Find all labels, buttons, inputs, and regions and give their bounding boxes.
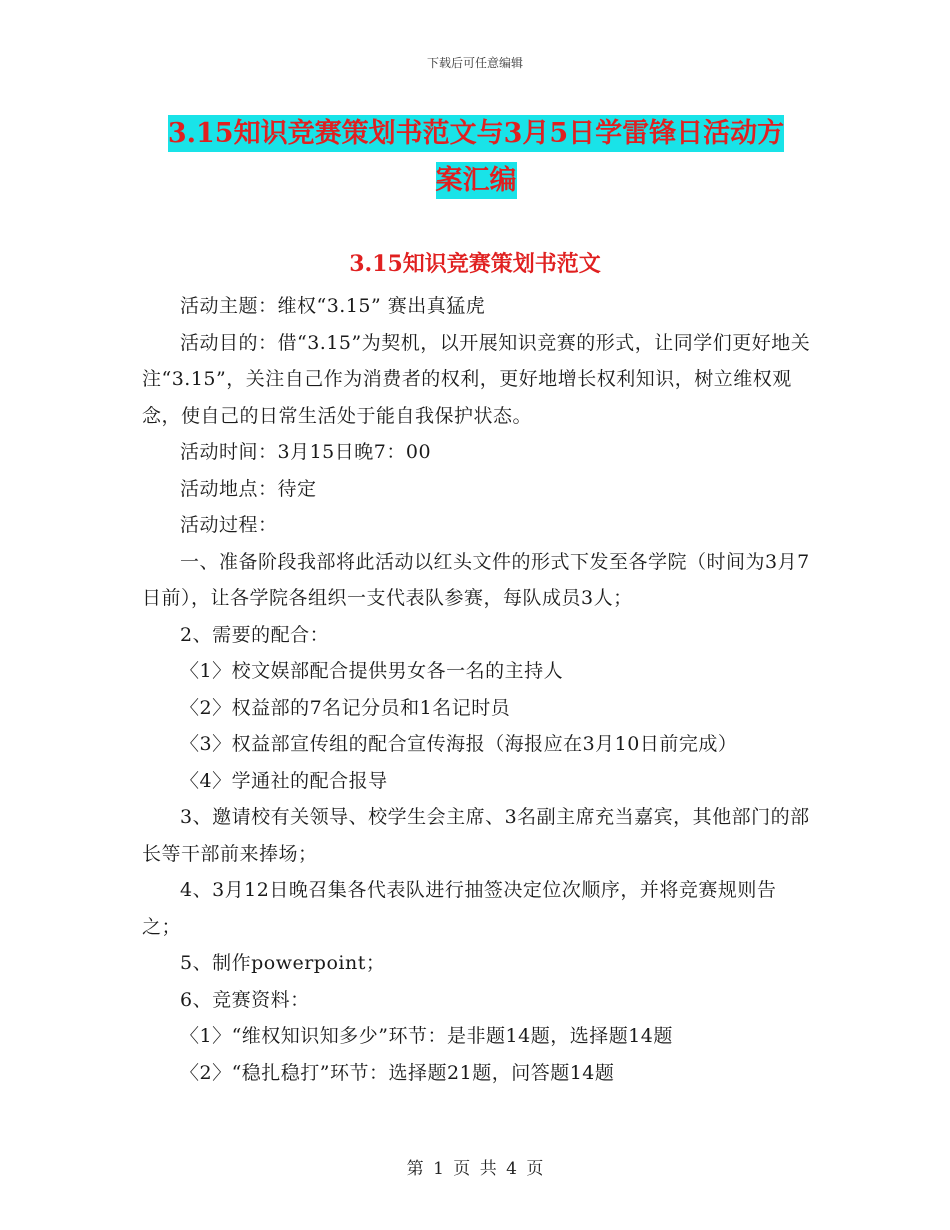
section-title: 3.15知识竞赛策划书范文 (349, 251, 601, 277)
document-title (140, 110, 812, 204)
list-item: 〈2〉“稳扎稳打”环节：选择题21题，问答题14题 (180, 1061, 615, 1084)
list-item: 〈1〉“维权知识知多少”环节：是非题14题，选择题14题 (180, 1025, 673, 1047)
list-item: 〈1〉校文娱部配合提供男女各一名的主持人 (180, 660, 564, 682)
paragraph-activity-location: 活动地点：待定 (180, 477, 317, 500)
list-item: 〈3〉权益部宣传组的配合宣传海报（海报应在3月10日前完成） (180, 733, 738, 755)
document-title-line-2: 案汇编 (436, 162, 517, 199)
paragraph-activity-time: 活动时间：3月15日晚7：00 (180, 441, 432, 463)
document-title-line-1: 3.15知识竞赛策划书范文与3月5日学雷锋日活动方 (168, 115, 784, 152)
page-number: 第 1 页 共 4 页 (406, 1159, 544, 1179)
paragraph-step-6: 6、竞赛资料： (180, 988, 310, 1011)
paragraph-step-4: 4、3月12日晚召集各代表队进行抽签决定位次顺序，并将竞赛规则告之； (142, 879, 777, 938)
list-item: 〈2〉权益部的7名记分员和1名记时员 (180, 696, 511, 719)
paragraph-step-1: 一、准备阶段我部将此活动以红头文件的形式下发至各学院（时间为3月7日前），让各学院各组织一支代表队参赛，每队成员3人； (142, 550, 810, 609)
paragraph-step-2: 2、需要的配合： (180, 623, 330, 646)
page-header-note: 下载后可任意编辑 (426, 56, 523, 70)
paragraph-step-3: 3、邀请校有关领导、校学生会主席、3名副主席充当嘉宾，其他部门的部长等干部前来捧场； (142, 806, 810, 865)
paragraph-activity-process: 活动过程： (180, 514, 278, 536)
paragraph-step-5: 5、制作powerpoint； (180, 952, 386, 974)
list-item: 〈4〉学通社的配合报导 (180, 769, 388, 792)
paragraph-activity-purpose: 活动目的：借“3.15”为契机，以开展知识竞赛的形式，让同学们更好地关注“3.15”，关注自己作为消费者的权利，更好地增长权利知识，树立维权观念，使自己的日常生活处于能自我保护状态。 (142, 331, 811, 427)
document-body (142, 288, 814, 1091)
paragraph-activity-theme: 活动主题：维权“3.15” 赛出真猛虎 (180, 295, 486, 317)
